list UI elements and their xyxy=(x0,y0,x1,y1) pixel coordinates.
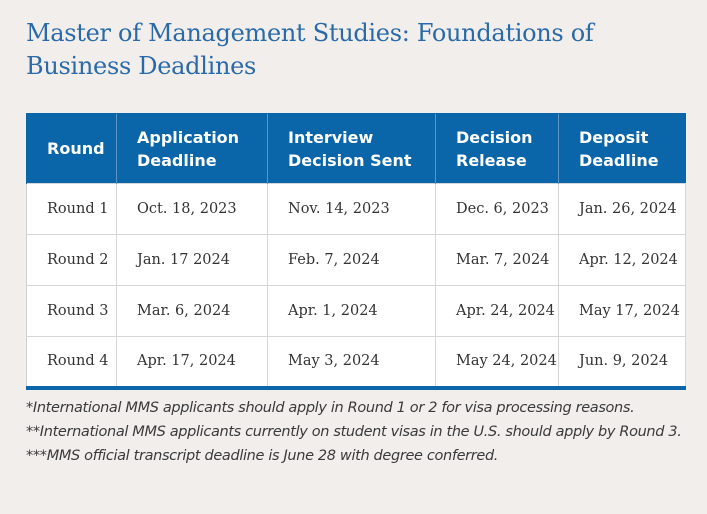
header-interview-decision-sent: Interview Decision Sent xyxy=(268,114,436,184)
table-header-row xyxy=(27,114,686,184)
cell-round: Round 2 xyxy=(27,235,117,286)
cell-application-deadline: Apr. 17, 2024 xyxy=(117,337,268,388)
deadlines-table xyxy=(26,113,686,390)
cell-deposit-deadline: May 17, 2024 xyxy=(559,286,686,337)
cell-application-deadline: Jan. 17 2024 xyxy=(117,235,268,286)
header-decision-release: Decision Release xyxy=(436,114,559,184)
footnote-transcript-deadline: ***MMS official transcript deadline is June 28 with degree conferred. xyxy=(26,448,499,464)
footnote-student-visas: **International MMS applicants currently on student visas in the U.S. should apply by Round 3. xyxy=(26,424,682,440)
cell-round: Round 4 xyxy=(27,337,117,388)
deadlines-table-container xyxy=(26,113,685,390)
cell-interview-decision-sent: Nov. 14, 2023 xyxy=(268,184,436,235)
cell-interview-decision-sent: Feb. 7, 2024 xyxy=(268,235,436,286)
cell-decision-release: May 24, 2024 xyxy=(436,337,559,388)
table-row xyxy=(27,286,686,337)
cell-deposit-deadline: Jan. 26, 2024 xyxy=(559,184,686,235)
cell-interview-decision-sent: May 3, 2024 xyxy=(268,337,436,388)
cell-deposit-deadline: Apr. 12, 2024 xyxy=(559,235,686,286)
cell-application-deadline: Oct. 18, 2023 xyxy=(117,184,268,235)
cell-decision-release: Mar. 7, 2024 xyxy=(436,235,559,286)
table-row xyxy=(27,337,686,388)
cell-decision-release: Apr. 24, 2024 xyxy=(436,286,559,337)
cell-application-deadline: Mar. 6, 2024 xyxy=(117,286,268,337)
cell-deposit-deadline: Jun. 9, 2024 xyxy=(559,337,686,388)
table-row xyxy=(27,235,686,286)
page-title: Master of Management Studies: Foundations of Business Deadlines xyxy=(26,19,594,80)
cell-round: Round 1 xyxy=(27,184,117,235)
cell-decision-release: Dec. 6, 2023 xyxy=(436,184,559,235)
cell-round: Round 3 xyxy=(27,286,117,337)
footnotes xyxy=(26,396,686,468)
cell-interview-decision-sent: Apr. 1, 2024 xyxy=(268,286,436,337)
footnote-visa-rounds: *International MMS applicants should apply in Round 1 or 2 for visa processing reasons. xyxy=(26,400,635,416)
header-round: Round xyxy=(27,114,117,184)
header-deposit-deadline: Deposit Deadline xyxy=(559,114,686,184)
header-application-deadline: Application Deadline xyxy=(117,114,268,184)
table-row xyxy=(27,184,686,235)
